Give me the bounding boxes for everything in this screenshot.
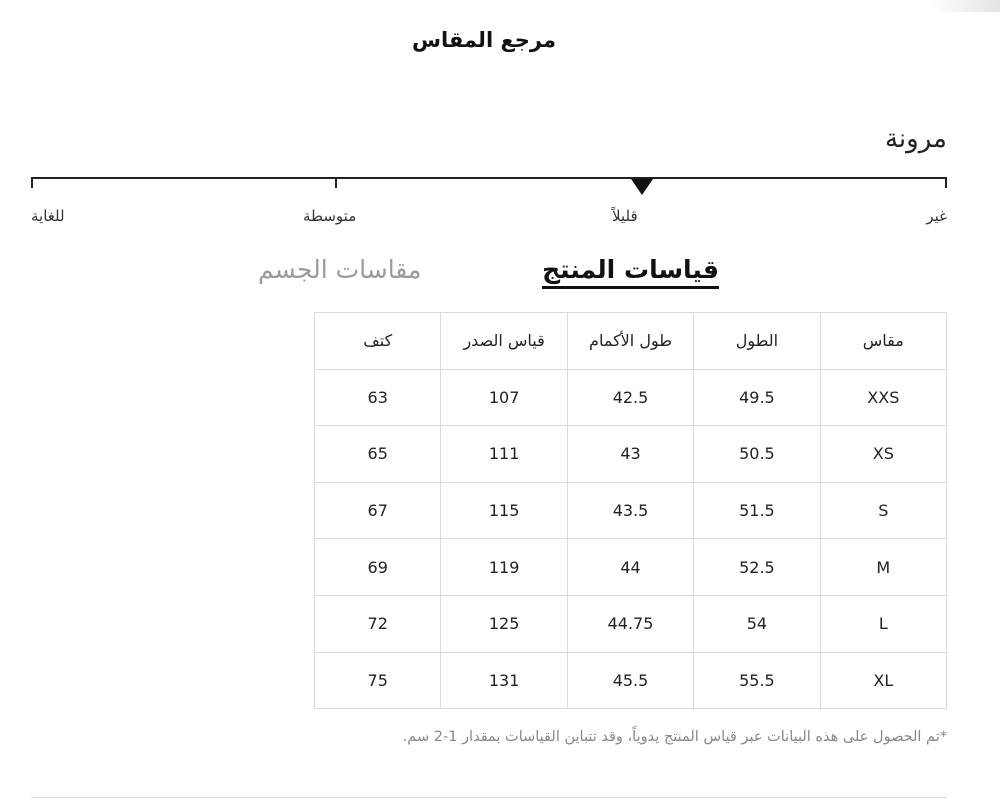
cell-shoulder: 67	[315, 482, 441, 539]
cell-length: 50.5	[694, 426, 820, 483]
table-row	[315, 652, 947, 709]
tab-body-measurements[interactable]: مقاسات الجسم	[258, 255, 422, 284]
cell-sleeve: 43.5	[567, 482, 693, 539]
header-sleeve-length: طول الأكمام	[567, 313, 693, 370]
cell-size: L	[820, 595, 946, 652]
table-row	[315, 426, 947, 483]
cell-sleeve: 44	[567, 539, 693, 596]
cell-size: M	[820, 539, 946, 596]
scale-line	[31, 177, 947, 179]
size-table	[314, 312, 947, 709]
header-bust: قياس الصدر	[441, 313, 567, 370]
scale-tick-medium	[335, 177, 337, 188]
header-length: الطول	[694, 313, 820, 370]
cell-length: 54	[694, 595, 820, 652]
table-header-row	[315, 313, 947, 370]
cell-shoulder: 69	[315, 539, 441, 596]
cell-length: 51.5	[694, 482, 820, 539]
cell-size: XXS	[820, 369, 946, 426]
table-row	[315, 369, 947, 426]
cell-sleeve: 44.75	[567, 595, 693, 652]
table-row	[315, 482, 947, 539]
stretch-label-medium: متوسطة	[303, 207, 357, 225]
bottom-divider	[31, 797, 947, 798]
header-shoulder: كتف	[315, 313, 441, 370]
cell-bust: 119	[441, 539, 567, 596]
cell-bust: 107	[441, 369, 567, 426]
cell-sleeve: 45.5	[567, 652, 693, 709]
stretch-label-slight: قليلاً	[612, 207, 638, 225]
cell-shoulder: 72	[315, 595, 441, 652]
cell-size: S	[820, 482, 946, 539]
cell-shoulder: 75	[315, 652, 441, 709]
cell-shoulder: 65	[315, 426, 441, 483]
cell-sleeve: 42.5	[567, 369, 693, 426]
tab-product-measurements[interactable]: قياسات المنتج	[542, 254, 719, 289]
cell-sleeve: 43	[567, 426, 693, 483]
header-size: مقاس	[820, 313, 946, 370]
top-right-shadow	[930, 0, 1000, 12]
table-row	[315, 539, 947, 596]
scale-tick-very	[31, 177, 33, 188]
cell-length: 52.5	[694, 539, 820, 596]
stretch-label-very: للغاية	[31, 207, 65, 225]
scale-tick-none	[945, 177, 947, 188]
cell-bust: 125	[441, 595, 567, 652]
cell-size: XS	[820, 426, 946, 483]
cell-bust: 111	[441, 426, 567, 483]
stretch-marker-icon	[631, 179, 653, 195]
cell-length: 55.5	[694, 652, 820, 709]
cell-bust: 131	[441, 652, 567, 709]
table-row	[315, 595, 947, 652]
cell-shoulder: 63	[315, 369, 441, 426]
stretch-heading: مرونة	[884, 124, 947, 154]
measurement-footnote: *تم الحصول على هذه البيانات عبر قياس المنتج يدوياً، وقد تتباين القياسات بمقدار 1-2 سم.	[402, 729, 947, 745]
stretch-label-none: غير	[926, 207, 947, 225]
page-title: مرجع المقاس	[412, 28, 556, 52]
stretch-scale	[31, 177, 947, 189]
cell-bust: 115	[441, 482, 567, 539]
cell-length: 49.5	[694, 369, 820, 426]
cell-size: XL	[820, 652, 946, 709]
